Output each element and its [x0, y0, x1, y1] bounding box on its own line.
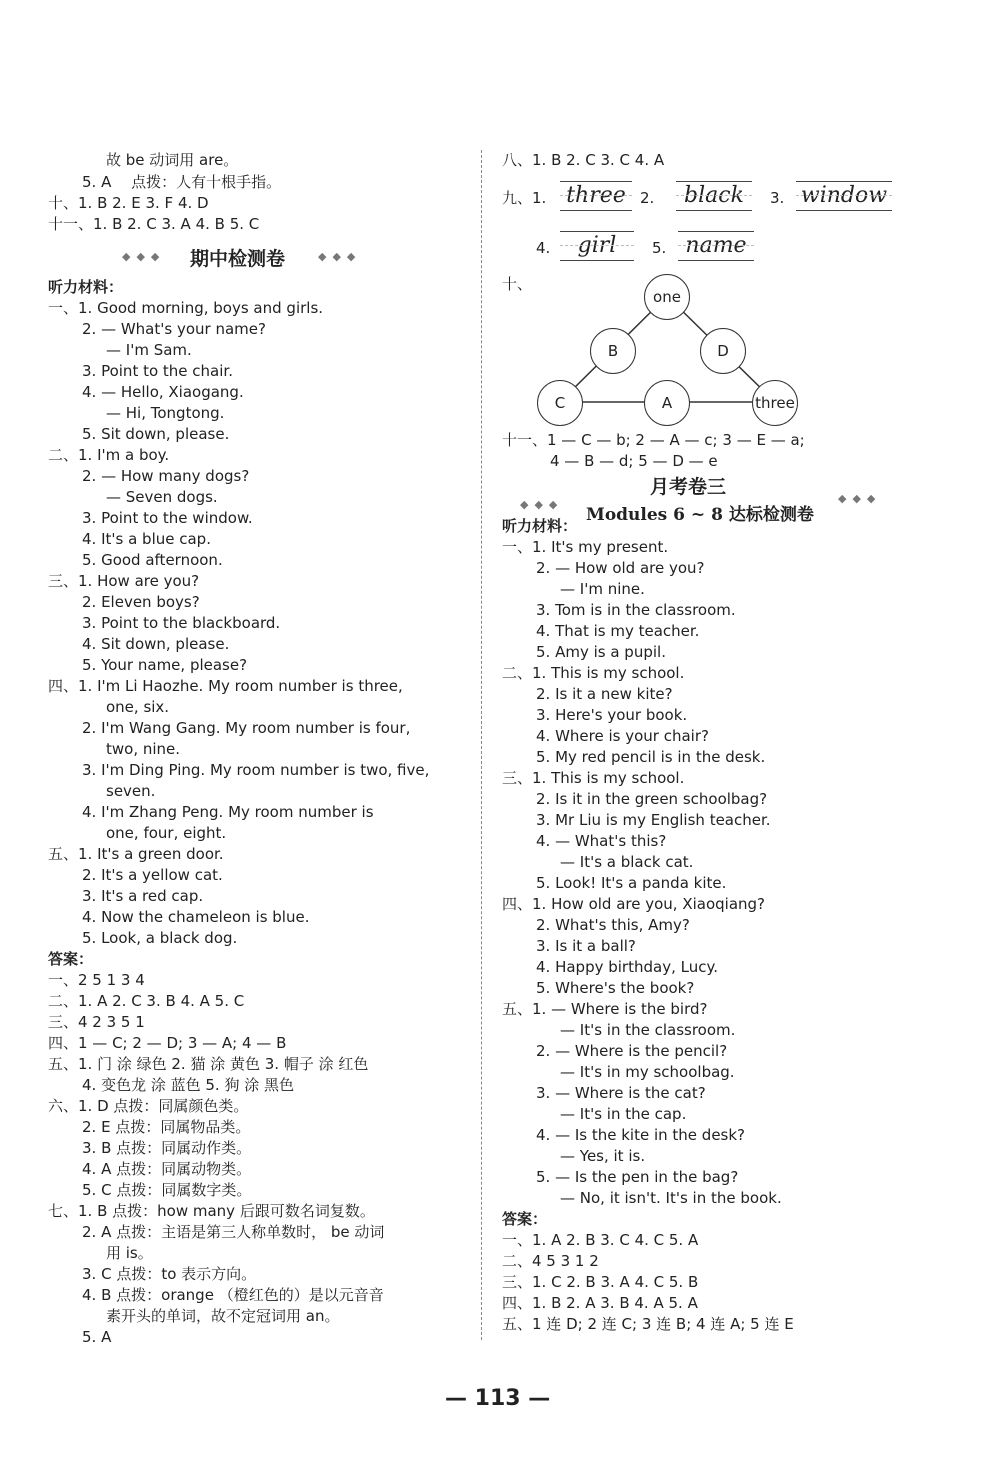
- text-line: 5. A 点拨：人有十根手指。: [82, 173, 282, 191]
- handwritten-word-2: black: [676, 181, 752, 211]
- column-divider: [481, 150, 482, 1340]
- answer-line: 四、1 — C; 2 — D; 3 — A; 4 — B: [48, 1034, 287, 1052]
- answer-line: 用 is。: [106, 1244, 153, 1262]
- listening-line: 三、1. How are you?: [48, 572, 200, 590]
- listening-line: 3. — Where is the cat?: [536, 1084, 706, 1102]
- listening-line: 二、1. I'm a boy.: [48, 446, 170, 464]
- listening-line: 5. Good afternoon.: [82, 551, 223, 569]
- listening-line: 4. I'm Zhang Peng. My room number is: [82, 803, 374, 821]
- listening-line: 五、1. — Where is the bird?: [502, 1000, 708, 1018]
- listening-line: 3. I'm Ding Ping. My room number is two, five,: [82, 761, 430, 779]
- listening-line: 4. It's a blue cap.: [82, 530, 211, 548]
- listening-line: 4. Where is your chair?: [536, 727, 709, 745]
- listening-line: 3. Point to the chair.: [82, 362, 233, 380]
- listening-line: 3. Here's your book.: [536, 706, 688, 724]
- listening-line: 4. — Is the kite in the desk?: [536, 1126, 746, 1144]
- answer-line: 素开头的单词，故不定冠词用 an。: [106, 1307, 340, 1325]
- decor-dots-right: ◆◆◆: [318, 250, 362, 263]
- listening-line: 四、1. I'm Li Haozhe. My room number is three,: [48, 677, 403, 695]
- answer-line: 5. A: [82, 1328, 112, 1346]
- listening-line: — Yes, it is.: [560, 1147, 646, 1165]
- listening-line: 5. Where's the book?: [536, 979, 695, 997]
- listening-line: 一、1. It's my present.: [502, 538, 669, 556]
- q9-label: 九、1.: [502, 189, 547, 207]
- listening-line: seven.: [106, 782, 156, 800]
- listening-line: 4. — What's this?: [536, 832, 667, 850]
- listening-line: — I'm nine.: [560, 580, 645, 598]
- monthly-title: 月考卷三: [650, 476, 727, 498]
- answer-line: 4. A 点拨：同属动物类。: [82, 1160, 252, 1178]
- tree-node-d: D: [700, 328, 746, 374]
- listening-line: 2. — How many dogs?: [82, 467, 250, 485]
- midterm-title: 期中检测卷: [190, 248, 286, 270]
- listening-line: — I'm Sam.: [106, 341, 192, 359]
- listening-line: 5. Amy is a pupil.: [536, 643, 666, 661]
- answer-line: 七、1. B 点拨：how many 后跟可数名词复数。: [48, 1202, 375, 1220]
- listening-line: — No, it isn't. It's in the book.: [560, 1189, 782, 1207]
- listening-line: 二、1. This is my school.: [502, 664, 685, 682]
- text-line: 十、1. B 2. E 3. F 4. D: [48, 194, 209, 212]
- listening-line: — It's in the cap.: [560, 1105, 687, 1123]
- answer-line: 一、2 5 1 3 4: [48, 971, 145, 989]
- decor-dots-right-2: ◆◆◆: [838, 492, 882, 505]
- listening-line: 5. Sit down, please.: [82, 425, 230, 443]
- listening-line: 四、1. How old are you, Xiaoqiang?: [502, 895, 766, 913]
- answer-line: 五、1 连 D; 2 连 C; 3 连 B; 4 连 A; 5 连 E: [502, 1315, 794, 1333]
- decor-dots-left: ◆◆◆: [122, 250, 166, 263]
- q9-num-4: 4.: [536, 239, 551, 257]
- q11-line-1: 十一、1 — C — b; 2 — A — c; 3 — E — a;: [502, 431, 805, 449]
- listening-line: — Seven dogs.: [106, 488, 218, 506]
- text-line: 十一、1. B 2. C 3. A 4. B 5. C: [48, 215, 260, 233]
- listening-line: 2. Is it in the green schoolbag?: [536, 790, 768, 808]
- listening-line: two, nine.: [106, 740, 181, 758]
- listening-line: 2. I'm Wang Gang. My room number is four,: [82, 719, 411, 737]
- answer-line: 一、1. A 2. B 3. C 4. C 5. A: [502, 1231, 699, 1249]
- listening-line: 2. What's this, Amy?: [536, 916, 690, 934]
- listening-line: 5. Look, a black dog.: [82, 929, 238, 947]
- listening-line: 4. Happy birthday, Lucy.: [536, 958, 718, 976]
- listening-line: 4. Now the chameleon is blue.: [82, 908, 310, 926]
- handwritten-word-4: girl: [560, 231, 634, 261]
- listening-line: 3. Mr Liu is my English teacher.: [536, 811, 771, 829]
- listening-line: 2. — Where is the pencil?: [536, 1042, 728, 1060]
- q11-line-2: 4 — B — d; 5 — D — e: [550, 452, 718, 470]
- answer-line: 3. C 点拨：to 表示方向。: [82, 1265, 257, 1283]
- listening-line: 5. Your name, please?: [82, 656, 248, 674]
- q9-num-3: 3.: [770, 189, 785, 207]
- answers-label-right: 答案：: [502, 1210, 548, 1228]
- tree-node-a: A: [644, 380, 690, 426]
- listening-line: 2. Is it a new kite?: [536, 685, 673, 703]
- listening-line: 5. Look! It's a panda kite.: [536, 874, 727, 892]
- handwritten-word-3: window: [796, 181, 892, 211]
- answers-label-left: 答案：: [48, 950, 94, 968]
- tree-node-top: one: [644, 274, 690, 320]
- listening-label-right: 听力材料：: [502, 517, 578, 535]
- monthly-subtitle: Modules 6 ~ 8 达标检测卷: [586, 505, 814, 525]
- answer-line: 二、1. A 2. C 3. B 4. A 5. C: [48, 992, 245, 1010]
- q8-answers: 八、1. B 2. C 3. C 4. A: [502, 151, 665, 169]
- listening-line: 2. Eleven boys?: [82, 593, 200, 611]
- listening-line: 五、1. It's a green door.: [48, 845, 224, 863]
- answer-line: 3. B 点拨：同属动作类。: [82, 1139, 252, 1157]
- listening-line: — It's a black cat.: [560, 853, 694, 871]
- listening-line: 4. — Hello, Xiaogang.: [82, 383, 244, 401]
- listening-line: 3. Point to the window.: [82, 509, 253, 527]
- answer-line: 二、4 5 3 1 2: [502, 1252, 599, 1270]
- answer-line: 六、1. D 点拨：同属颜色类。: [48, 1097, 249, 1115]
- answer-line: 五、1. 门 涂 绿色 2. 猫 涂 黄色 3. 帽子 涂 红色: [48, 1055, 369, 1073]
- q9-num-2: 2.: [640, 189, 655, 207]
- q10-label: 十、: [502, 275, 533, 293]
- answer-line: 四、1. B 2. A 3. B 4. A 5. A: [502, 1294, 698, 1312]
- text-line: 故 be 动词用 are。: [106, 151, 239, 169]
- listening-line: 5. My red pencil is in the desk.: [536, 748, 766, 766]
- listening-line: one, four, eight.: [106, 824, 227, 842]
- listening-label-left: 听力材料：: [48, 278, 124, 296]
- listening-line: one, six.: [106, 698, 170, 716]
- page-number: — 113 —: [445, 1386, 551, 1411]
- listening-line: — It's in my schoolbag.: [560, 1063, 735, 1081]
- listening-line: 4. That is my teacher.: [536, 622, 700, 640]
- listening-line: — Hi, Tongtong.: [106, 404, 225, 422]
- listening-line: 5. — Is the pen in the bag?: [536, 1168, 739, 1186]
- listening-line: 2. — What's your name?: [82, 320, 266, 338]
- listening-line: 3. Tom is in the classroom.: [536, 601, 736, 619]
- decor-dots-left-2: ◆◆◆: [520, 498, 564, 511]
- listening-line: 2. — How old are you?: [536, 559, 705, 577]
- answer-line: 4. 变色龙 涂 蓝色 5. 狗 涂 黑色: [82, 1076, 295, 1094]
- listening-line: 3. Is it a ball?: [536, 937, 636, 955]
- listening-line: 3. It's a red cap.: [82, 887, 204, 905]
- listening-line: — It's in the classroom.: [560, 1021, 736, 1039]
- answer-line: 2. E 点拨：同属物品类。: [82, 1118, 251, 1136]
- answer-line: 三、1. C 2. B 3. A 4. C 5. B: [502, 1273, 699, 1291]
- listening-line: 2. It's a yellow cat.: [82, 866, 223, 884]
- q9-num-5: 5.: [652, 239, 667, 257]
- tree-node-b: B: [590, 328, 636, 374]
- handwritten-word-1: three: [560, 181, 632, 211]
- listening-line: 一、1. Good morning, boys and girls.: [48, 299, 324, 317]
- answer-line: 4. B 点拨：orange （橙红色的）是以元音音: [82, 1286, 384, 1304]
- answer-line: 三、4 2 3 5 1: [48, 1013, 145, 1031]
- tree-node-bottom-right: three: [752, 380, 798, 426]
- tree-node-c: C: [537, 380, 583, 426]
- listening-line: 3. Point to the blackboard.: [82, 614, 281, 632]
- handwritten-word-5: name: [678, 231, 754, 261]
- answer-line: 5. C 点拨：同属数字类。: [82, 1181, 252, 1199]
- listening-line: 三、1. This is my school.: [502, 769, 685, 787]
- listening-line: 4. Sit down, please.: [82, 635, 230, 653]
- answer-line: 2. A 点拨：主语是第三人称单数时， be 动词: [82, 1223, 385, 1241]
